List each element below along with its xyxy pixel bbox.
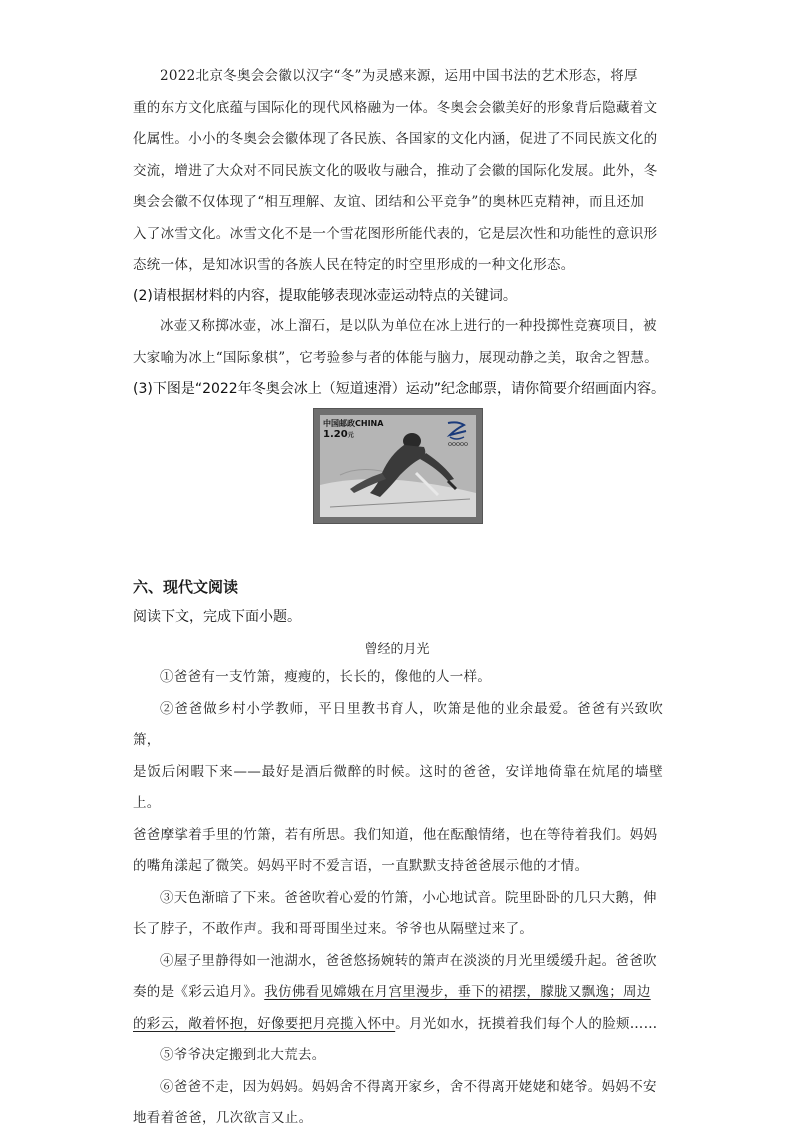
plain-text: 奏的是《彩云追月》。 bbox=[133, 984, 265, 1000]
text-line: ③天色渐暗了下来。爸爸吹着心爱的竹箫，小心地试音。院里卧卧的几只大鹅，伸 bbox=[160, 889, 657, 906]
question-3: (3)下图是“2022年冬奥会冰上（短道速滑）运动”纪念邮票，请你简要介绍画面内容。 bbox=[133, 381, 665, 397]
text-line: 地看着爸爸，几次欲言又止。 bbox=[133, 1110, 313, 1126]
article-paragraph-5: ⑤爷爷决定搬到北大荒去。 bbox=[160, 1047, 326, 1063]
commemorative-stamp-image bbox=[313, 408, 483, 524]
text-line: 入了冰雪文化。冰雪文化不是一个雪花图形所能代表的，它是层次性和功能性的意识形 bbox=[133, 225, 658, 242]
text-line: 2022北京冬奥会会徽以汉字“冬”为灵感来源，运用中国书法的艺术形态，将厚 bbox=[160, 68, 638, 84]
text-line bbox=[133, 977, 663, 1009]
instruction-text: 阅读下文，完成下面小题。 bbox=[133, 609, 301, 625]
stamp-value: 1.20 bbox=[323, 429, 348, 440]
text-line: 奥会会徽不仅体现了“相互理解、友谊、团结和公平竞争”的奥林匹克精神，而且还加 bbox=[133, 194, 645, 210]
intro-paragraph bbox=[133, 61, 663, 282]
plain-text: 。月光如水，抚摸着我们每个人的脸颊…… bbox=[395, 1015, 658, 1032]
stamp-issuer-label: 中国邮政CHINA bbox=[323, 419, 384, 428]
text-line: 冰壶又称掷冰壶，冰上溜石，是以队为单位在冰上进行的一种投掷性竞赛项目，被 bbox=[160, 318, 657, 334]
text-line: 的嘴角漾起了微笑。妈妈平时不爱言语，一直默默支持爸爸展示他的才情。 bbox=[133, 858, 589, 874]
text-line: ②爸爸做乡村小学教师，平日里教书育人，吹箫是他的业余最爱。爸爸有兴致吹箫， bbox=[133, 700, 663, 748]
text-line: 大家喻为冰上“国际象棋”，它考验参与者的体能与脑力，展现动静之美，取舍之智慧。 bbox=[133, 349, 659, 366]
text-line: 是饭后闲暇下来——最好是酒后微醉的时候。这时的爸爸，安详地倚靠在炕尾的墙壁上。 bbox=[133, 763, 663, 811]
curling-paragraph bbox=[133, 311, 663, 374]
text-line: 爸爸摩挲着手里的竹箫，若有所思。我们知道，他在酝酿情绪，也在等待着我们。妈妈 bbox=[133, 826, 658, 843]
text-line bbox=[133, 1009, 663, 1041]
text-line: ⑥爸爸不走，因为妈妈。妈妈舍不得离开家乡，舍不得离开姥姥和姥爷。妈妈不安 bbox=[160, 1078, 657, 1095]
article-paragraph-1: ①爸爸有一支竹箫，瘦瘦的，长长的，像他的人一样。 bbox=[160, 669, 492, 685]
winter-olympics-emblem-icon bbox=[444, 419, 470, 447]
section-title: 六、现代文阅读 bbox=[133, 578, 239, 596]
underlined-text: 我仿佛看见嫦娥在月宫里漫步，垂下的裙摆，朦胧又飘逸；周边 bbox=[264, 984, 651, 1000]
text-line: 长了脖子，不敢作声。我和哥哥围坐过来。爷爷也从隔壁过来了。 bbox=[133, 921, 534, 937]
text-line: 重的东方文化底蕴与国际化的现代风格融为一体。冬奥会会徽美好的形象背后隐藏着文 bbox=[133, 99, 658, 116]
article-title: 曾经的月光 bbox=[364, 642, 430, 657]
text-line: 化属性。小小的冬奥会会徽体现了各民族、各国家的文化内涵，促进了不同民族文化的 bbox=[133, 131, 658, 147]
stamp-denomination bbox=[323, 429, 354, 440]
text-line: ④屋子里静得如一池湖水，爸爸悠扬婉转的箫声在淡淡的月光里缓缓升起。爸爸吹 bbox=[160, 952, 657, 969]
question-2: (2)请根据材料的内容，提取能够表现冰壶运动特点的关键词。 bbox=[133, 288, 517, 304]
stamp-unit: 元 bbox=[347, 432, 354, 439]
article-body bbox=[133, 662, 663, 1135]
text-line: 态统一体，是知冰识雪的各族人民在特定的时空里形成的一种文化形态。 bbox=[133, 257, 575, 273]
text-line: 交流，增进了大众对不同民族文化的吸收与融合，推动了会徽的国际化发展。此外，冬 bbox=[133, 162, 658, 179]
underlined-text: 的彩云，敞着怀抱，好像要把月亮揽入怀中 bbox=[133, 1015, 396, 1032]
